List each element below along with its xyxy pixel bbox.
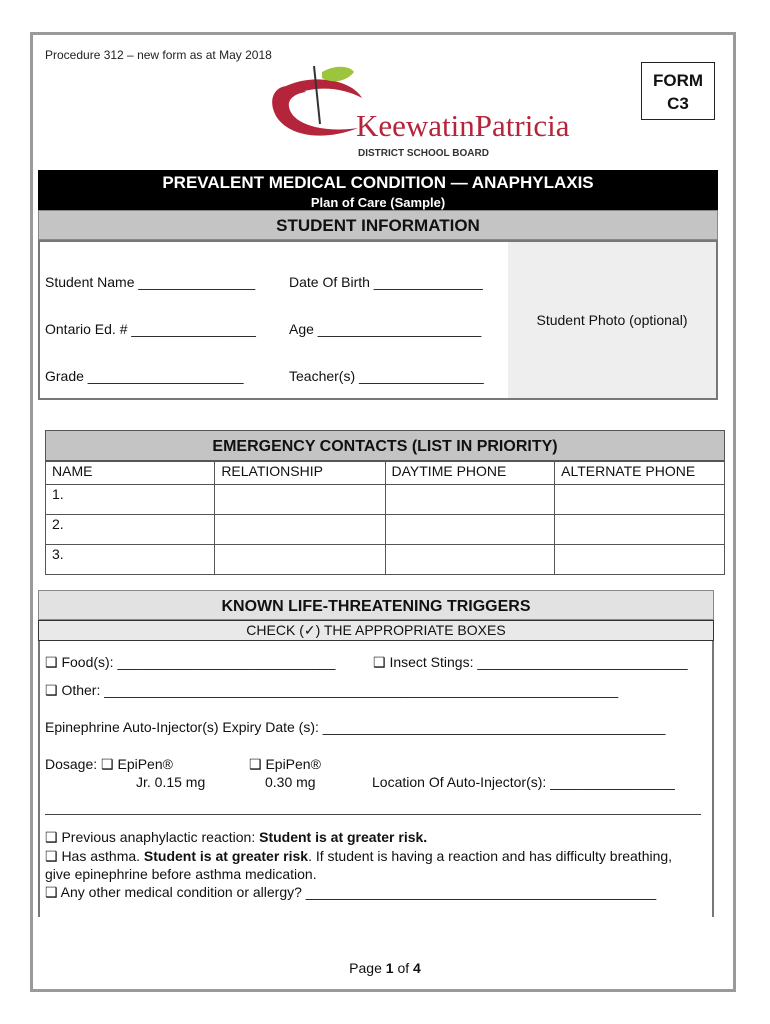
asthma-risk-text: Student is at greater risk: [143, 848, 309, 864]
table-cell[interactable]: [555, 485, 725, 515]
col-relationship: RELATIONSHIP: [215, 462, 385, 485]
col-alternate-phone: ALTERNATE PHONE: [555, 462, 725, 485]
check-boxes-instruction: CHECK (✓) THE APPROPRIATE BOXES: [38, 620, 714, 641]
dosage-epipen-jr-checkbox[interactable]: Dosage: ❑ EpiPen®: [45, 756, 173, 772]
epipen-dose: 0.30 mg: [265, 774, 316, 790]
table-row: [46, 485, 725, 515]
school-board-logo: [262, 58, 570, 162]
triggers-heading: KNOWN LIFE-THREATENING TRIGGERS: [38, 590, 714, 620]
student-name-field[interactable]: Student Name _______________: [45, 274, 256, 290]
table-cell[interactable]: [215, 515, 385, 545]
previous-reaction-label: ❑ Previous anaphylactic reaction:: [45, 829, 260, 845]
asthma-instruction: . If student is having a reaction and has difficulty breathing, give epinephrine before asthma medication.: [45, 848, 673, 882]
table-cell[interactable]: [385, 545, 555, 575]
other-trigger-checkbox[interactable]: ❑ Other: __________________________________________________________________: [45, 682, 619, 698]
page-label: Page: [349, 960, 386, 976]
emergency-contacts-heading: EMERGENCY CONTACTS (LIST IN PRIORITY): [45, 430, 725, 461]
student-photo-label: Student Photo (optional): [536, 312, 688, 328]
asthma-label: ❑ Has asthma.: [45, 848, 144, 864]
form-code-box: [641, 62, 715, 120]
form-title-bar: [38, 170, 718, 210]
table-cell[interactable]: [215, 485, 385, 515]
insect-stings-checkbox[interactable]: ❑ Insect Stings: ___________________________: [373, 654, 688, 670]
epipen-jr-dose: Jr. 0.15 mg: [136, 774, 206, 790]
table-cell[interactable]: [555, 545, 725, 575]
separator-line: [45, 814, 701, 815]
row-number[interactable]: 1.: [46, 485, 215, 515]
age-field[interactable]: Age _____________________: [289, 321, 482, 337]
col-name: NAME: [46, 462, 215, 485]
epipen-checkbox[interactable]: ❑ EpiPen®: [249, 756, 321, 772]
teacher-field[interactable]: Teacher(s) ________________: [289, 368, 484, 384]
table-cell[interactable]: [215, 545, 385, 575]
table-row: [46, 515, 725, 545]
procedure-note: Procedure 312 – new form as at May 2018: [45, 48, 272, 62]
grade-field[interactable]: Grade ____________________: [45, 368, 244, 384]
expiry-date-field[interactable]: Epinephrine Auto-Injector(s) Expiry Date (s): ____________________________________________: [45, 719, 666, 735]
page-of: of: [393, 960, 414, 976]
form-title: PREVALENT MEDICAL CONDITION — ANAPHYLAXIS: [162, 173, 594, 192]
previous-reaction-checkbox[interactable]: [45, 828, 685, 846]
table-header-row: [46, 462, 725, 485]
table-cell[interactable]: [555, 515, 725, 545]
date-of-birth-field[interactable]: Date Of Birth ______________: [289, 274, 483, 290]
auto-injector-location-field[interactable]: Location Of Auto-Injector(s): ________________: [372, 774, 675, 790]
row-number[interactable]: 2.: [46, 515, 215, 545]
student-photo-area[interactable]: [508, 242, 716, 398]
other-condition-checkbox[interactable]: ❑ Any other medical condition or allergy? _____________________________________________: [45, 884, 657, 900]
total-pages: 4: [413, 960, 421, 976]
emergency-contacts-table: [45, 461, 725, 575]
form-number: C3: [667, 94, 689, 113]
form-label: FORM: [652, 71, 704, 90]
page-number: [0, 960, 770, 976]
asthma-checkbox[interactable]: [45, 847, 685, 883]
logo-wordmark: KeewatinPatricia: [356, 108, 570, 143]
col-daytime-phone: DAYTIME PHONE: [385, 462, 555, 485]
form-subtitle: Plan of Care (Sample): [310, 195, 446, 210]
table-cell[interactable]: [385, 485, 555, 515]
row-number[interactable]: 3.: [46, 545, 215, 575]
logo-subtitle: DISTRICT SCHOOL BOARD: [358, 148, 489, 159]
student-info-heading: STUDENT INFORMATION: [38, 210, 718, 240]
table-cell[interactable]: [385, 515, 555, 545]
food-checkbox[interactable]: ❑ Food(s): ____________________________: [45, 654, 336, 670]
ontario-ed-field[interactable]: Ontario Ed. # ________________: [45, 321, 256, 337]
table-row: [46, 545, 725, 575]
greater-risk-text: Student is at greater risk.: [259, 829, 428, 845]
current-page: 1: [385, 960, 394, 976]
